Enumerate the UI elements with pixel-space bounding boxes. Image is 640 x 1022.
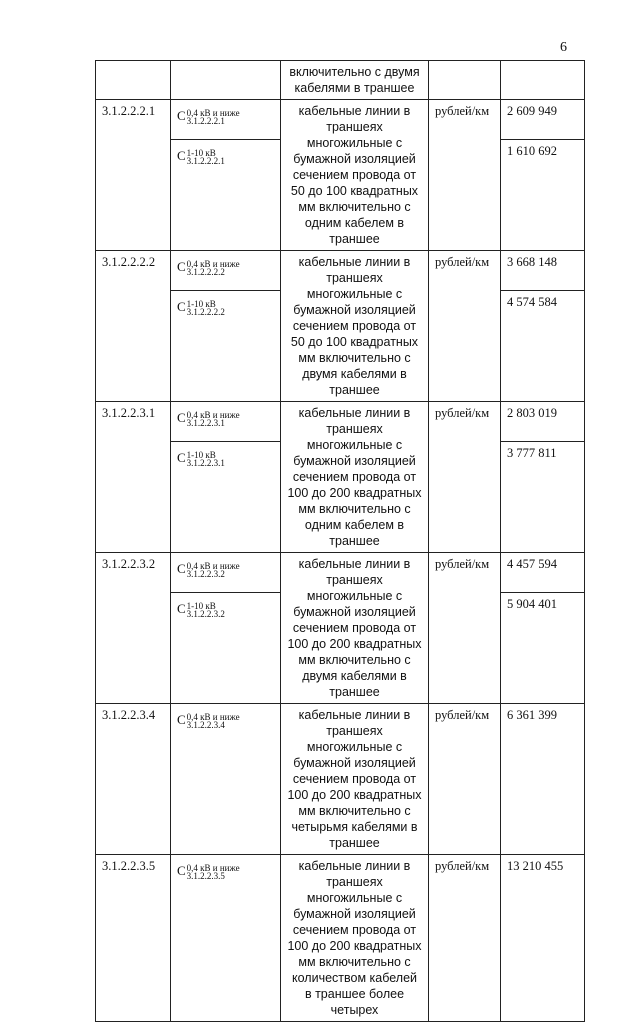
description-cell: включительно с двумя кабелями в траншее bbox=[281, 61, 429, 100]
price-cell bbox=[501, 61, 585, 100]
description-cell: кабельные линии в траншеях многожильные с бумажной изоляцией сечением провода от 100 до 200 квадратных мм включительно с четырьмя кабелями в траншее bbox=[281, 704, 429, 855]
price-cell: 4 457 594 bbox=[501, 553, 585, 593]
symbol-cell bbox=[171, 855, 281, 1022]
symbol-cell bbox=[171, 442, 281, 553]
description-cell: кабельные линии в траншеях многожильные с бумажной изоляцией сечением провода от 100 до 200 квадратных мм включительно с двумя кабелями в траншее bbox=[281, 553, 429, 704]
tariff-symbol: C 0,4 кВ и ниже 3.1.2.2.3.2 bbox=[177, 561, 240, 580]
table-row bbox=[96, 100, 585, 140]
description-cell: кабельные линии в траншеях многожильные с бумажной изоляцией сечением провода от 50 до 100 квадратных мм включительно с двумя кабелями в траншее bbox=[281, 251, 429, 402]
price-cell: 2 609 949 bbox=[501, 100, 585, 140]
unit-cell: рублей/км bbox=[429, 704, 501, 855]
tariff-symbol: C 1-10 кВ 3.1.2.2.3.2 bbox=[177, 601, 225, 620]
code-cell bbox=[96, 61, 171, 100]
symbol-cell bbox=[171, 402, 281, 442]
table-row-continuation bbox=[96, 61, 585, 100]
code-cell: 3.1.2.2.3.5 bbox=[96, 855, 171, 1022]
unit-cell: рублей/км bbox=[429, 402, 501, 553]
table-row bbox=[96, 402, 585, 442]
tariff-symbol: C 0,4 кВ и ниже 3.1.2.2.3.5 bbox=[177, 863, 240, 882]
symbol-cell bbox=[171, 251, 281, 291]
symbol-cell bbox=[171, 140, 281, 251]
unit-cell: рублей/км bbox=[429, 553, 501, 704]
price-cell: 3 777 811 bbox=[501, 442, 585, 553]
tariff-table bbox=[95, 60, 585, 1022]
symbol-cell bbox=[171, 593, 281, 704]
unit-cell: рублей/км bbox=[429, 100, 501, 251]
code-cell: 3.1.2.2.3.4 bbox=[96, 704, 171, 855]
price-cell: 1 610 692 bbox=[501, 140, 585, 251]
tariff-symbol: C 0,4 кВ и ниже 3.1.2.2.3.1 bbox=[177, 410, 240, 429]
code-cell: 3.1.2.2.2.2 bbox=[96, 251, 171, 402]
price-cell: 5 904 401 bbox=[501, 593, 585, 704]
price-cell: 6 361 399 bbox=[501, 704, 585, 855]
unit-cell bbox=[429, 61, 501, 100]
code-cell: 3.1.2.2.3.1 bbox=[96, 402, 171, 553]
price-cell: 3 668 148 bbox=[501, 251, 585, 291]
tariff-symbol: C 1-10 кВ 3.1.2.2.3.1 bbox=[177, 450, 225, 469]
unit-cell: рублей/км bbox=[429, 855, 501, 1022]
tariff-symbol: C 0,4 кВ и ниже 3.1.2.2.2.1 bbox=[177, 108, 240, 127]
code-cell: 3.1.2.2.3.2 bbox=[96, 553, 171, 704]
unit-cell: рублей/км bbox=[429, 251, 501, 402]
description-cell: кабельные линии в траншеях многожильные с бумажной изоляцией сечением провода от 100 до 200 квадратных мм включительно с одним кабелем в траншее bbox=[281, 402, 429, 553]
code-cell: 3.1.2.2.2.1 bbox=[96, 100, 171, 251]
symbol-cell bbox=[171, 61, 281, 100]
price-cell: 4 574 584 bbox=[501, 291, 585, 402]
symbol-cell bbox=[171, 553, 281, 593]
page-number: 6 bbox=[560, 40, 567, 55]
price-cell: 13 210 455 bbox=[501, 855, 585, 1022]
tariff-symbol: C 1-10 кВ 3.1.2.2.2.1 bbox=[177, 148, 225, 167]
description-cell: кабельные линии в траншеях многожильные с бумажной изоляцией сечением провода от 100 до 200 квадратных мм включительно с количеством кабелей в траншее более четырех bbox=[281, 855, 429, 1022]
description-cell: кабельные линии в траншеях многожильные с бумажной изоляцией сечением провода от 50 до 100 квадратных мм включительно с одним кабелем в траншее bbox=[281, 100, 429, 251]
table-row bbox=[96, 251, 585, 291]
tariff-symbol: C 0,4 кВ и ниже 3.1.2.2.2.2 bbox=[177, 259, 240, 278]
symbol-cell bbox=[171, 704, 281, 855]
symbol-cell bbox=[171, 291, 281, 402]
table-row bbox=[96, 553, 585, 593]
table-row bbox=[96, 855, 585, 1022]
table-row bbox=[96, 704, 585, 855]
tariff-symbol: C 1-10 кВ 3.1.2.2.2.2 bbox=[177, 299, 225, 318]
price-cell: 2 803 019 bbox=[501, 402, 585, 442]
tariff-symbol: C 0,4 кВ и ниже 3.1.2.2.3.4 bbox=[177, 712, 240, 731]
symbol-cell bbox=[171, 100, 281, 140]
